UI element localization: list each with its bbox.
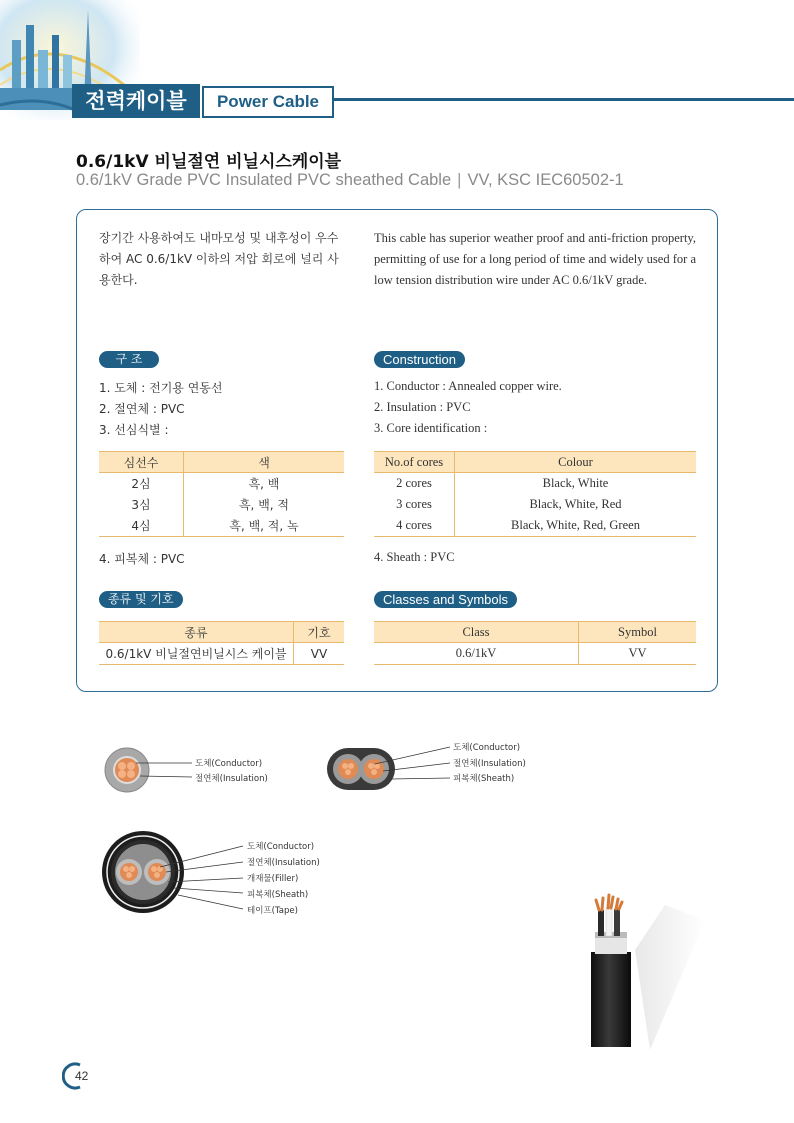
description-kr: 장기간 사용하여도 내마모성 및 내후성이 우수하여 AC 0.6/1kV 이하의 저압 회로에 널리 사용한다. <box>99 231 339 287</box>
table-cell: 4 cores <box>374 515 455 537</box>
cable-cross-section-round <box>100 825 250 920</box>
table-header-cell: Symbol <box>579 622 697 643</box>
product-designation: VV, KSC IEC60502-1 <box>467 171 624 189</box>
page-number: 42 <box>75 1069 89 1083</box>
table-row <box>99 494 344 515</box>
table-cell: 0.6/1kV 비닐절연비닐시스 케이블 <box>99 643 294 665</box>
label-insulation: 절연체(Insulation) <box>247 858 320 868</box>
table-cell: VV <box>579 643 697 665</box>
section-title-en: Power Cable <box>202 86 334 118</box>
label-conductor: 도체(Conductor) <box>247 842 315 852</box>
product-title-en-text: 0.6/1kV Grade PVC Insulated PVC sheathed Cable <box>76 171 452 189</box>
table-row <box>374 494 696 515</box>
classes-heading-en: Classes and Symbols <box>374 591 517 608</box>
table-header-cell: 종류 <box>99 622 294 643</box>
section-title-kr: 전력케이블 <box>72 84 200 118</box>
construction-item-en: 2. Insulation : PVC <box>374 400 471 414</box>
table-header-row <box>374 622 696 643</box>
construction-item-en: 1. Conductor : Annealed copper wire. <box>374 379 562 393</box>
table-header-row <box>99 452 344 473</box>
core-colour-table-kr <box>99 451 344 537</box>
table-cell: Black, White, Red, Green <box>455 515 697 537</box>
product-title-en: 0.6/1kV Grade PVC Insulated PVC sheathed Cable | VV, KSC IEC60502-1 <box>76 171 624 189</box>
sheath-item-en: 4. Sheath : PVC <box>374 550 455 564</box>
table-header-cell: No.of cores <box>374 452 455 473</box>
label-insulation: 절연체(Insulation) <box>195 774 268 784</box>
core-colour-table-en <box>374 451 696 537</box>
cable-cross-section-single <box>100 740 300 800</box>
construction-item-en: 3. Core identification : <box>374 421 488 435</box>
table-row <box>99 473 344 495</box>
construction-heading-kr: 구 조 <box>99 351 159 368</box>
table-cell: 3심 <box>131 498 151 512</box>
table-header-cell: Class <box>374 622 579 643</box>
classes-heading-kr: 종류 및 기호 <box>99 591 183 608</box>
table-cell: 4심 <box>99 515 184 537</box>
table-header-cell: 기호 <box>294 622 345 643</box>
table-cell: 2심 <box>131 477 151 491</box>
table-cell: Black, White <box>455 473 697 495</box>
table-cell: VV <box>294 643 345 665</box>
table-row <box>374 473 696 495</box>
table-cell: 흑, 백, 적 <box>184 494 345 515</box>
construction-item-kr: 1. 도체 : 전기용 연동선 <box>99 381 223 395</box>
construction-heading-en: Construction <box>374 351 465 368</box>
table-header-row <box>374 452 696 473</box>
label-sheath: 피복체(Sheath) <box>453 774 515 784</box>
table-cell: 흑, 백 <box>184 473 345 495</box>
construction-item-kr: 3. 선심식별 : <box>99 423 169 437</box>
table-header-cell: 색 <box>184 452 345 473</box>
label-insulation: 절연체(Insulation) <box>453 759 526 769</box>
table-row <box>99 515 344 537</box>
table-row <box>99 643 344 665</box>
description-en: This cable has superior weather proof and anti-friction property, permitting of use for a long period of time and widely used for a low tension distribution wire under AC 0.6/1kV grade. <box>374 231 696 287</box>
cable-cross-section-flat <box>325 735 455 795</box>
table-header-cell: 심선수 <box>99 452 184 473</box>
table-row <box>374 643 696 665</box>
table-cell: 2 cores <box>396 476 432 490</box>
table-cell: 흑, 백, 적, 녹 <box>184 515 345 537</box>
classes-table-en <box>374 621 696 665</box>
label-filler: 개재물(Filler) <box>247 874 299 884</box>
construction-item-kr: 2. 절연체 : PVC <box>99 402 185 416</box>
cable-photo <box>565 880 715 1055</box>
label-conductor: 도체(Conductor) <box>195 759 263 769</box>
table-header-cell: Colour <box>455 452 697 473</box>
classes-table-kr <box>99 621 344 665</box>
table-cell: Black, White, Red <box>455 494 697 515</box>
label-sheath: 피복체(Sheath) <box>247 890 309 900</box>
header-rule <box>330 98 794 101</box>
table-row <box>374 515 696 537</box>
table-cell: 3 cores <box>396 497 432 511</box>
sheath-item-kr: 4. 피복체 : PVC <box>99 552 185 566</box>
table-header-row <box>99 622 344 643</box>
label-conductor: 도체(Conductor) <box>453 743 521 753</box>
product-title-kr: 0.6/1kV 비닐절연 비닐시스케이블 <box>76 152 342 172</box>
table-cell: 0.6/1kV <box>374 643 579 665</box>
label-tape: 테이프(Tape) <box>247 906 298 916</box>
